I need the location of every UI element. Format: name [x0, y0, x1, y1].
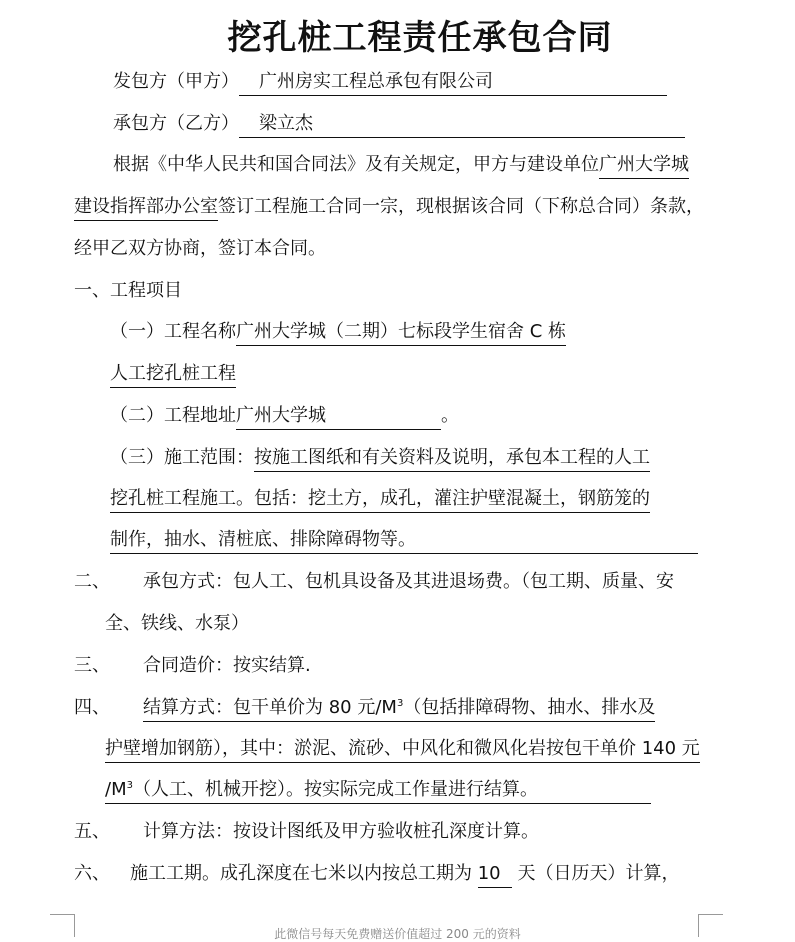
section-1-heading: 一、工程项目 — [74, 280, 182, 301]
intro-line-1 — [113, 153, 689, 179]
project-name-value-2: 人工挖孔桩工程 — [110, 362, 236, 388]
scope-text-1: 按施工图纸和有关资料及说明，承包本工程的人工 — [254, 446, 650, 472]
project-name-line-2 — [110, 362, 236, 388]
unit-price: 80 — [328, 697, 352, 718]
party-b-label: 承包方（乙方） — [113, 113, 239, 134]
project-name-label: （一）工程名称 — [110, 321, 236, 342]
section-4-line-2 — [105, 737, 700, 763]
project-site-value: 广州大学城 — [236, 404, 441, 430]
superscript-3: 3 — [396, 698, 404, 709]
section-6-text-a: 施工工期。成孔深度在七米以内按总工期为 — [130, 863, 478, 884]
section-6-num: 六、 — [74, 863, 110, 884]
section-6-text-b: 天（日历天）计算， — [511, 863, 680, 884]
footer-note: 此微信号每天免费赠送价值超过 200 元的资料 — [274, 927, 521, 941]
scope-line-1 — [110, 446, 650, 472]
section-2-num: 二、 — [74, 571, 110, 592]
section-4-text-2: 护壁增加钢筋），其中：淤泥、流砂、中风化和微风化岩按包干单价 140 元 — [105, 737, 700, 763]
intro-line-2 — [74, 195, 704, 221]
project-name-line — [110, 320, 566, 346]
construction-unit-part1: 广州大学城 — [599, 153, 689, 179]
party-a-value: 广州房实工程总承包有限公司 — [239, 70, 667, 96]
section-5-num: 五、 — [74, 821, 110, 842]
intro-line-3: 经甲乙双方协商，签订本合同。 — [74, 238, 326, 259]
project-name-value-1: 广州大学城（二期）七标段学生宿舍 C 栋 — [236, 320, 566, 346]
section-6-line — [130, 862, 679, 888]
section-5-text: 计算方法：按设计图纸及甲方验收桩孔深度计算。 — [143, 821, 539, 842]
section-4-line-1 — [143, 696, 655, 722]
section-4-text-underlined — [143, 696, 655, 722]
settlement-includes: （包括排障碍物、抽水、排水及 — [403, 697, 656, 718]
project-site-label: （二）工程地址 — [110, 405, 236, 426]
party-a-label: 发包方（甲方） — [113, 71, 239, 92]
intro-text-1a: 根据《中华人民共和国合同法》及有关规定，甲方与建设单位 — [113, 154, 599, 175]
party-a-line — [113, 70, 667, 96]
construction-unit-part2: 建设指挥部办公室 — [74, 195, 218, 221]
scope-label: （三）施工范围： — [110, 447, 254, 468]
section-4-text-3 — [105, 778, 651, 804]
section-3-num: 三、 — [74, 655, 110, 676]
section-2-text-1: 承包方式：包人工、包机具设备及其进退场费。（包工期、质量、安 — [143, 571, 674, 592]
scope-line-2 — [110, 487, 650, 513]
party-b-line — [113, 112, 685, 138]
scope-text-3: 制作，抽水、清桩底、排除障碍物等。 — [110, 528, 698, 554]
project-site-end: 。 — [441, 405, 459, 426]
section-4-num: 四、 — [74, 697, 110, 718]
unit-price-unit: 元/M — [351, 697, 397, 718]
settlement-label: 结算方式：包干单价为 — [143, 697, 329, 718]
intro-text-2b: 签订工程施工合同一宗，现根据该合同（下称总合同）条款， — [218, 196, 704, 217]
superscript-3b: 3 — [126, 780, 133, 791]
section-4-line-3 — [105, 778, 651, 804]
construction-days: 10 — [478, 862, 512, 888]
section-3-text: 合同造价：按实结算. — [143, 655, 311, 676]
section-2-text-2: 全、铁线、水泵） — [105, 613, 249, 634]
scope-text-2: 挖孔桩工程施工。包括：挖土方，成孔，灌注护壁混凝土，钢筋笼的 — [110, 487, 650, 513]
scope-line-3 — [110, 528, 698, 554]
section-4-text-3b: （人工、机械开挖）。按实际完成工作量进行结算。 — [132, 779, 538, 800]
project-site-line — [110, 404, 459, 430]
party-b-value: 梁立杰 — [239, 112, 685, 138]
document-title: 挖孔桩工程责任承包合同 — [227, 18, 613, 58]
unit-m: /M — [105, 779, 127, 800]
